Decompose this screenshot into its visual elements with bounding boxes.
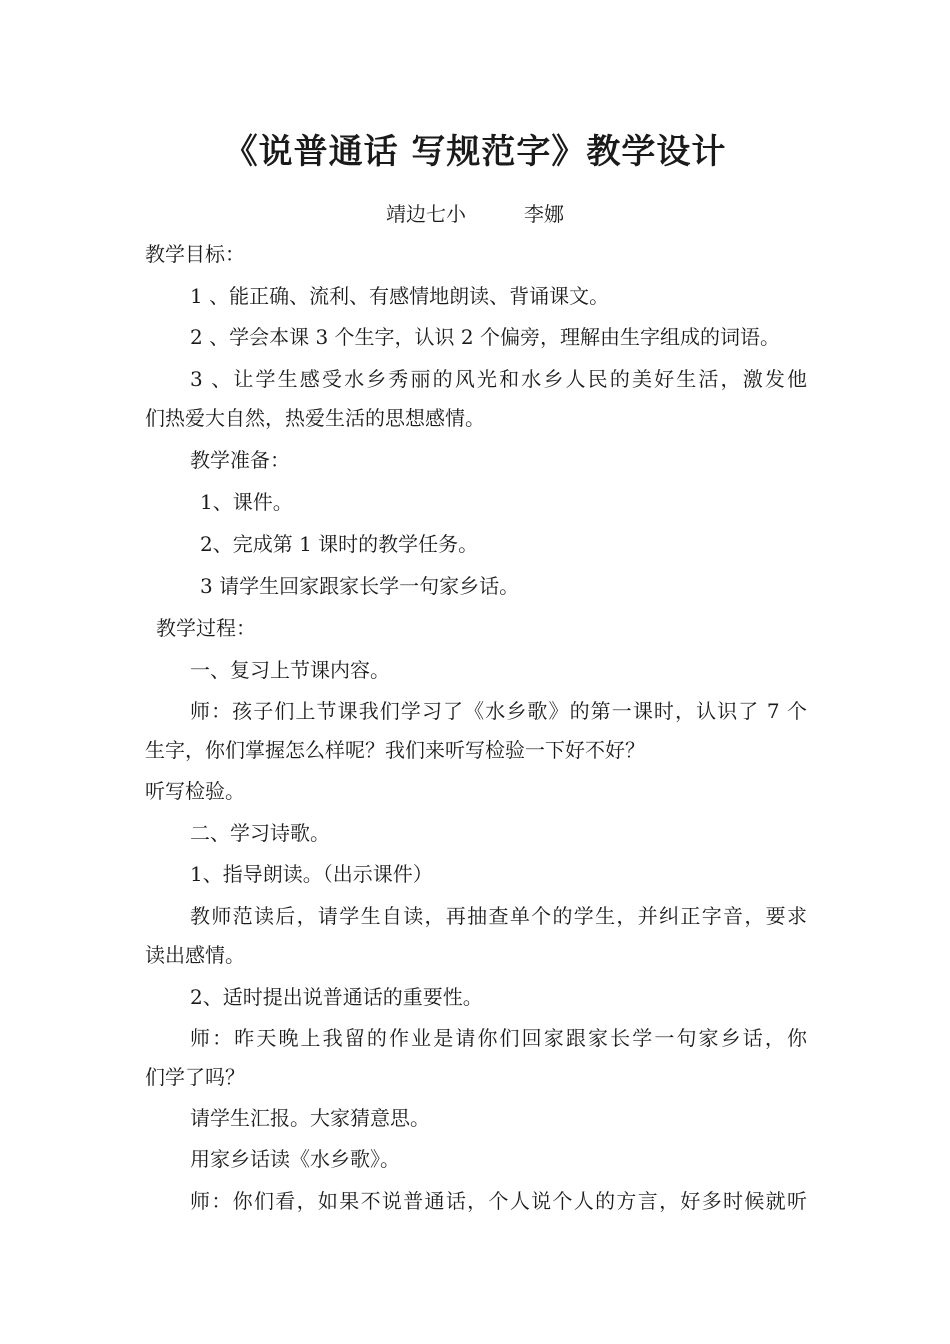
paragraph-line: 读出感情。 bbox=[145, 943, 245, 967]
paragraph-line: 用家乡话读《水乡歌》。 bbox=[190, 1147, 400, 1171]
paragraph-line: 生字，你们掌握怎么样呢？我们来听写检验一下好不好？ bbox=[145, 738, 645, 762]
paragraph-line: 一、复习上节课内容。 bbox=[190, 658, 390, 682]
paragraph-line: 请学生汇报。大家猜意思。 bbox=[190, 1106, 430, 1130]
list-item: 1、课件。 bbox=[200, 490, 293, 514]
list-item: 3 请学生回家跟家长学一句家乡话。 bbox=[200, 574, 520, 598]
paragraph-line: 二、学习诗歌。 bbox=[190, 821, 330, 845]
school-name: 靖边七小 bbox=[386, 202, 466, 226]
paragraph-line: 教师范读后，请学生自读，再抽查单个的学生，并纠正字音，要求 bbox=[190, 904, 807, 928]
paragraph-line: 2 、学会本课 3 个生字，认识 2 个偏旁，理解由生字组成的词语。 bbox=[190, 325, 780, 349]
section-heading-process: 教学过程： bbox=[156, 616, 256, 640]
paragraph-line: 2、适时提出说普通话的重要性。 bbox=[190, 985, 483, 1009]
list-item: 2、完成第 1 课时的教学任务。 bbox=[200, 532, 479, 556]
paragraph-line: 们学了吗？ bbox=[145, 1065, 245, 1089]
page-title: 《说普通话 写规范字》教学设计 bbox=[223, 132, 727, 172]
section-heading-objectives: 教学目标： bbox=[145, 242, 245, 266]
paragraph-line: 师：你们看，如果不说普通话，个人说个人的方言，好多时候就听 bbox=[190, 1189, 807, 1213]
paragraph-line: 1、指导朗读。（出示课件） bbox=[190, 862, 433, 886]
paragraph-line: 听写检验。 bbox=[145, 779, 245, 803]
paragraph-line: 师：孩子们上节课我们学习了《水乡歌》的第一课时，认识了 7 个 bbox=[190, 699, 807, 723]
byline bbox=[0, 198, 950, 227]
section-heading-preparation: 教学准备： bbox=[190, 448, 290, 472]
paragraph-line: 师：昨天晚上我留的作业是请你们回家跟家长学一句家乡话，你 bbox=[190, 1026, 807, 1050]
author-name: 李娜 bbox=[524, 202, 564, 226]
paragraph-line: 们热爱大自然，热爱生活的思想感情。 bbox=[145, 406, 485, 430]
paragraph-line: 3 、让学生感受水乡秀丽的风光和水乡人民的美好生活，激发他 bbox=[190, 367, 807, 391]
paragraph-line: 1 、能正确、流利、有感情地朗读、背诵课文。 bbox=[190, 284, 610, 308]
